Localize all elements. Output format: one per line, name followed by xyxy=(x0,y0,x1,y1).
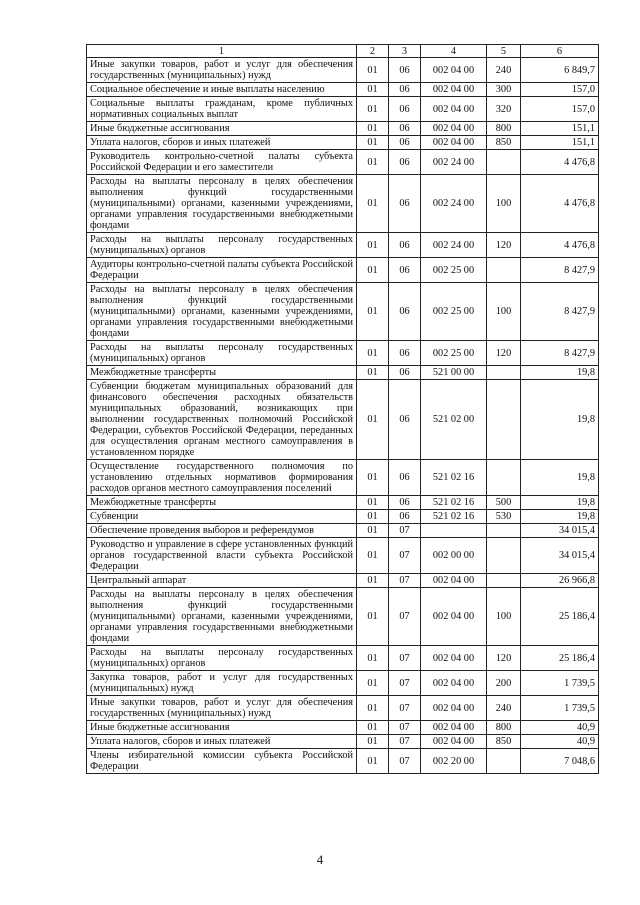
expense-type-cell: 240 xyxy=(487,696,521,721)
row-name-cell: Расходы на выплаты персоналу в целях обеспечения выполнения функций государственными (муниципальными) органами, казенными учреждениями, органами управления государственными внебюджетными фондами xyxy=(87,283,357,341)
target-article-cell: 521 02 00 xyxy=(421,380,487,460)
section-code-cell: 01 xyxy=(357,341,389,366)
table-row xyxy=(87,97,599,122)
target-article-cell: 002 04 00 xyxy=(421,136,487,150)
target-article-cell: 002 25 00 xyxy=(421,258,487,283)
row-name-cell: Иные закупки товаров, работ и услуг для обеспечения государственных (муниципальных) нужд xyxy=(87,58,357,83)
expense-type-cell: 100 xyxy=(487,588,521,646)
amount-cell: 7 048,6 xyxy=(521,749,599,774)
amount-cell: 19,8 xyxy=(521,460,599,496)
section-code-cell: 01 xyxy=(357,496,389,510)
subsection-code-cell: 07 xyxy=(389,721,421,735)
expense-type-cell: 100 xyxy=(487,175,521,233)
subsection-code-cell: 06 xyxy=(389,97,421,122)
amount-cell: 26 966,8 xyxy=(521,574,599,588)
table-row xyxy=(87,175,599,233)
subsection-code-cell: 06 xyxy=(389,380,421,460)
table-row xyxy=(87,524,599,538)
section-code-cell: 01 xyxy=(357,136,389,150)
target-article-cell: 002 04 00 xyxy=(421,696,487,721)
target-article-cell: 521 00 00 xyxy=(421,366,487,380)
row-name-cell: Иные закупки товаров, работ и услуг для обеспечения государственных (муниципальных) нужд xyxy=(87,696,357,721)
section-code-cell: 01 xyxy=(357,122,389,136)
expense-type-cell: 240 xyxy=(487,58,521,83)
subsection-code-cell: 06 xyxy=(389,341,421,366)
subsection-code-cell: 06 xyxy=(389,283,421,341)
table-row xyxy=(87,83,599,97)
amount-cell: 1 739,5 xyxy=(521,671,599,696)
subsection-code-cell: 06 xyxy=(389,58,421,83)
table-row xyxy=(87,136,599,150)
column-header: 3 xyxy=(389,45,421,58)
row-name-cell: Иные бюджетные ассигнования xyxy=(87,721,357,735)
subsection-code-cell: 06 xyxy=(389,496,421,510)
table-row xyxy=(87,671,599,696)
expense-type-cell: 530 xyxy=(487,510,521,524)
column-header: 2 xyxy=(357,45,389,58)
section-code-cell: 01 xyxy=(357,538,389,574)
amount-cell: 34 015,4 xyxy=(521,538,599,574)
section-code-cell: 01 xyxy=(357,150,389,175)
expense-type-cell xyxy=(487,460,521,496)
target-article-cell: 002 24 00 xyxy=(421,150,487,175)
target-article-cell: 002 04 00 xyxy=(421,83,487,97)
expense-type-cell xyxy=(487,749,521,774)
section-code-cell: 01 xyxy=(357,175,389,233)
row-name-cell: Обеспечение проведения выборов и референдумов xyxy=(87,524,357,538)
table-row xyxy=(87,496,599,510)
amount-cell: 19,8 xyxy=(521,366,599,380)
table-row xyxy=(87,538,599,574)
amount-cell: 19,8 xyxy=(521,510,599,524)
target-article-cell: 002 04 00 xyxy=(421,646,487,671)
amount-cell: 25 186,4 xyxy=(521,588,599,646)
subsection-code-cell: 06 xyxy=(389,150,421,175)
row-name-cell: Иные бюджетные ассигнования xyxy=(87,122,357,136)
target-article-cell: 002 04 00 xyxy=(421,58,487,83)
amount-cell: 151,1 xyxy=(521,122,599,136)
amount-cell: 34 015,4 xyxy=(521,524,599,538)
amount-cell: 157,0 xyxy=(521,97,599,122)
table-body xyxy=(87,58,599,774)
expense-type-cell: 120 xyxy=(487,646,521,671)
subsection-code-cell: 07 xyxy=(389,588,421,646)
section-code-cell: 01 xyxy=(357,366,389,380)
target-article-cell: 002 20 00 xyxy=(421,749,487,774)
table-row xyxy=(87,460,599,496)
subsection-code-cell: 06 xyxy=(389,136,421,150)
section-code-cell: 01 xyxy=(357,283,389,341)
subsection-code-cell: 07 xyxy=(389,735,421,749)
expense-type-cell xyxy=(487,258,521,283)
amount-cell: 1 739,5 xyxy=(521,696,599,721)
subsection-code-cell: 06 xyxy=(389,83,421,97)
section-code-cell: 01 xyxy=(357,646,389,671)
amount-cell: 40,9 xyxy=(521,735,599,749)
amount-cell: 6 849,7 xyxy=(521,58,599,83)
target-article-cell: 002 04 00 xyxy=(421,97,487,122)
table-row xyxy=(87,510,599,524)
expense-type-cell xyxy=(487,538,521,574)
table-row xyxy=(87,150,599,175)
section-code-cell: 01 xyxy=(357,524,389,538)
subsection-code-cell: 07 xyxy=(389,538,421,574)
row-name-cell: Закупка товаров, работ и услуг для государственных (муниципальных) нужд xyxy=(87,671,357,696)
table-row xyxy=(87,366,599,380)
section-code-cell: 01 xyxy=(357,380,389,460)
amount-cell: 4 476,8 xyxy=(521,175,599,233)
target-article-cell xyxy=(421,524,487,538)
section-code-cell: 01 xyxy=(357,460,389,496)
table-row xyxy=(87,341,599,366)
amount-cell: 19,8 xyxy=(521,380,599,460)
subsection-code-cell: 06 xyxy=(389,175,421,233)
subsection-code-cell: 07 xyxy=(389,749,421,774)
table-row xyxy=(87,380,599,460)
target-article-cell: 002 24 00 xyxy=(421,233,487,258)
row-name-cell: Субвенции xyxy=(87,510,357,524)
section-code-cell: 01 xyxy=(357,671,389,696)
header-row xyxy=(87,45,599,58)
row-name-cell: Члены избирательной комиссии субъекта Российской Федерации xyxy=(87,749,357,774)
target-article-cell: 002 04 00 xyxy=(421,735,487,749)
subsection-code-cell: 07 xyxy=(389,646,421,671)
section-code-cell: 01 xyxy=(357,735,389,749)
row-name-cell: Расходы на выплаты персоналу государственных (муниципальных) органов xyxy=(87,233,357,258)
section-code-cell: 01 xyxy=(357,58,389,83)
expense-type-cell: 850 xyxy=(487,136,521,150)
column-header: 4 xyxy=(421,45,487,58)
expense-type-cell: 120 xyxy=(487,341,521,366)
target-article-cell: 521 02 16 xyxy=(421,510,487,524)
expense-type-cell: 850 xyxy=(487,735,521,749)
expense-type-cell xyxy=(487,380,521,460)
target-article-cell: 002 04 00 xyxy=(421,122,487,136)
section-code-cell: 01 xyxy=(357,574,389,588)
table-row xyxy=(87,749,599,774)
row-name-cell: Субвенции бюджетам муниципальных образований для финансового обеспечения расходных обязательств муниципальных образований, возникающих при выполнении государственных полномочий Российской Федерации, субъектов Российской Федерации, переданных для осуществления органам местного самоуправления в установленном порядке xyxy=(87,380,357,460)
section-code-cell: 01 xyxy=(357,510,389,524)
row-name-cell: Расходы на выплаты персоналу государственных (муниципальных) органов xyxy=(87,646,357,671)
row-name-cell: Социальное обеспечение и иные выплаты населению xyxy=(87,83,357,97)
target-article-cell: 002 04 00 xyxy=(421,588,487,646)
section-code-cell: 01 xyxy=(357,97,389,122)
expense-type-cell: 800 xyxy=(487,122,521,136)
table-row xyxy=(87,258,599,283)
amount-cell: 25 186,4 xyxy=(521,646,599,671)
table-row xyxy=(87,574,599,588)
column-header: 1 xyxy=(87,45,357,58)
expense-type-cell: 120 xyxy=(487,233,521,258)
table-row xyxy=(87,721,599,735)
subsection-code-cell: 07 xyxy=(389,696,421,721)
target-article-cell: 002 04 00 xyxy=(421,721,487,735)
target-article-cell: 521 02 16 xyxy=(421,496,487,510)
subsection-code-cell: 06 xyxy=(389,510,421,524)
subsection-code-cell: 06 xyxy=(389,233,421,258)
subsection-code-cell: 06 xyxy=(389,460,421,496)
target-article-cell: 002 04 00 xyxy=(421,574,487,588)
expense-type-cell: 300 xyxy=(487,83,521,97)
expense-type-cell xyxy=(487,524,521,538)
subsection-code-cell: 07 xyxy=(389,574,421,588)
subsection-code-cell: 06 xyxy=(389,122,421,136)
amount-cell: 40,9 xyxy=(521,721,599,735)
table-row xyxy=(87,588,599,646)
column-header: 5 xyxy=(487,45,521,58)
amount-cell: 8 427,9 xyxy=(521,283,599,341)
amount-cell: 4 476,8 xyxy=(521,150,599,175)
row-name-cell: Центральный аппарат xyxy=(87,574,357,588)
expense-type-cell xyxy=(487,574,521,588)
row-name-cell: Уплата налогов, сборов и иных платежей xyxy=(87,735,357,749)
table-row xyxy=(87,696,599,721)
amount-cell: 19,8 xyxy=(521,496,599,510)
expense-type-cell: 500 xyxy=(487,496,521,510)
expense-type-cell xyxy=(487,366,521,380)
subsection-code-cell: 07 xyxy=(389,524,421,538)
row-name-cell: Межбюджетные трансферты xyxy=(87,366,357,380)
section-code-cell: 01 xyxy=(357,233,389,258)
table-row xyxy=(87,283,599,341)
row-name-cell: Расходы на выплаты персоналу в целях обеспечения выполнения функций государственными (муниципальными) органами, казенными учреждениями, органами управления государственными внебюджетными фондами xyxy=(87,588,357,646)
target-article-cell: 002 25 00 xyxy=(421,341,487,366)
column-header: 6 xyxy=(521,45,599,58)
subsection-code-cell: 06 xyxy=(389,258,421,283)
section-code-cell: 01 xyxy=(357,83,389,97)
row-name-cell: Межбюджетные трансферты xyxy=(87,496,357,510)
amount-cell: 4 476,8 xyxy=(521,233,599,258)
target-article-cell: 002 25 00 xyxy=(421,283,487,341)
expense-type-cell: 200 xyxy=(487,671,521,696)
row-name-cell: Расходы на выплаты персоналу государственных (муниципальных) органов xyxy=(87,341,357,366)
table-row xyxy=(87,122,599,136)
target-article-cell: 521 02 16 xyxy=(421,460,487,496)
budget-table xyxy=(86,44,599,774)
expense-type-cell: 800 xyxy=(487,721,521,735)
page-number: 4 xyxy=(316,852,324,867)
amount-cell: 8 427,9 xyxy=(521,258,599,283)
row-name-cell: Социальные выплаты гражданам, кроме публичных нормативных социальных выплат xyxy=(87,97,357,122)
row-name-cell: Руководство и управление в сфере установленных функций органов государственной власти субъекта Российской Федерации xyxy=(87,538,357,574)
table-row xyxy=(87,58,599,83)
table-row xyxy=(87,646,599,671)
amount-cell: 151,1 xyxy=(521,136,599,150)
row-name-cell: Расходы на выплаты персоналу в целях обеспечения выполнения функций государственными (муниципальными) органами, казенными учреждениями, органами управления государственными внебюджетными фондами xyxy=(87,175,357,233)
row-name-cell: Уплата налогов, сборов и иных платежей xyxy=(87,136,357,150)
section-code-cell: 01 xyxy=(357,696,389,721)
table-row xyxy=(87,735,599,749)
target-article-cell: 002 04 00 xyxy=(421,671,487,696)
row-name-cell: Осуществление государственного полномочия по установлению отдельных нормативов формирования расходов органов местного самоуправления поселений xyxy=(87,460,357,496)
section-code-cell: 01 xyxy=(357,588,389,646)
amount-cell: 157,0 xyxy=(521,83,599,97)
row-name-cell: Руководитель контрольно-счетной палаты субъекта Российской Федерации и его заместители xyxy=(87,150,357,175)
table-row xyxy=(87,233,599,258)
subsection-code-cell: 06 xyxy=(389,366,421,380)
expense-type-cell: 100 xyxy=(487,283,521,341)
expense-type-cell xyxy=(487,150,521,175)
section-code-cell: 01 xyxy=(357,749,389,774)
target-article-cell: 002 24 00 xyxy=(421,175,487,233)
section-code-cell: 01 xyxy=(357,721,389,735)
row-name-cell: Аудиторы контрольно-счетной палаты субъекта Российской Федерации xyxy=(87,258,357,283)
target-article-cell: 002 00 00 xyxy=(421,538,487,574)
amount-cell: 8 427,9 xyxy=(521,341,599,366)
expense-type-cell: 320 xyxy=(487,97,521,122)
section-code-cell: 01 xyxy=(357,258,389,283)
subsection-code-cell: 07 xyxy=(389,671,421,696)
